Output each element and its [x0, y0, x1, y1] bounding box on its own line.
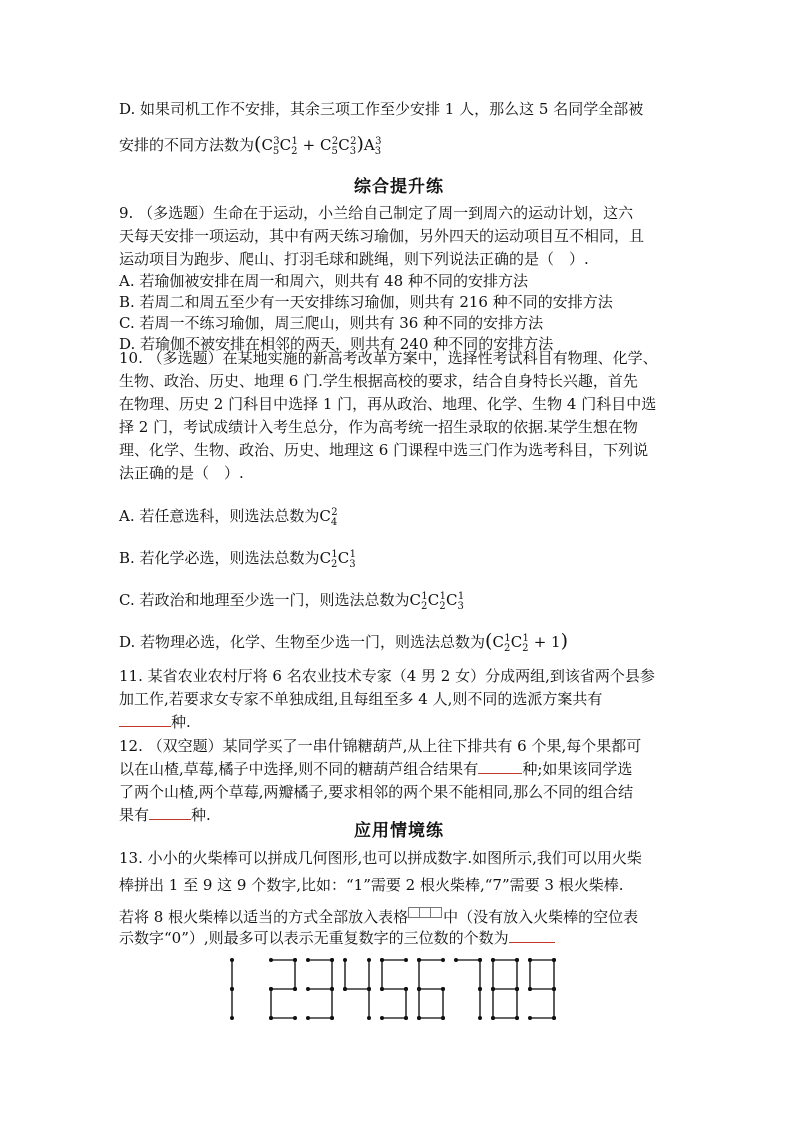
q10-stem-line5: 理、化学、生物、政治、历史、地理这 6 门课程中选三门作为选考科目，下列说 — [119, 441, 649, 459]
q9-option-a: A. 若瑜伽被安排在周一和周六，则共有 48 种不同的安排方法 — [119, 272, 528, 290]
matchstick-head — [515, 1016, 519, 1020]
matchstick-digit-1 — [230, 958, 234, 1020]
q12-line4-b: 种. — [191, 806, 211, 824]
matchstick-head — [380, 958, 384, 962]
matchstick-head — [417, 987, 421, 991]
matchstick-head — [230, 958, 234, 962]
matchstick-head — [528, 1016, 532, 1020]
q12-answer-blank-1[interactable] — [478, 759, 522, 774]
q10-stem-line2: 生物、政治、历史、地理 6 门.学生根据高校的要求，结合自身特长兴趣，首先 — [119, 372, 638, 390]
q10-option-b: B. 若化学必选，则选法总数为 — [119, 549, 320, 567]
matchstick-head — [515, 958, 519, 962]
section-heading-application: 应用情境练 — [354, 821, 444, 841]
matchstick-head — [417, 1016, 421, 1020]
q13-line1: 13. 小小的火柴棒可以拼成几何图形,也可以拼成数字.如图所示,我们可以用火柴 — [119, 849, 642, 867]
matchstick-head — [404, 958, 408, 962]
q8-option-d-line2: 安排的不同方法数为 — [119, 136, 255, 154]
matchstick-head — [269, 958, 273, 962]
q13-answer-blank[interactable] — [509, 928, 555, 943]
matchstick-head — [380, 1016, 384, 1020]
q12-line3: 了两个山楂,两个草莓,两瓣橘子,要求相邻的两个果不能相同,那么不同的组合结 — [119, 783, 634, 801]
matchstick-head — [343, 987, 347, 991]
q9-stem-line2: 天每天安排一项运动，其中有两天练习瑜伽，另外四天的运动项目互不相同，且 — [119, 227, 645, 245]
q10-option-b-row — [119, 543, 356, 576]
q12-line2-b: 种;如果该同学选 — [522, 760, 633, 778]
matchstick-head — [454, 958, 458, 962]
question-12 — [119, 735, 679, 827]
q12-line2 — [119, 758, 679, 781]
section-heading-comprehensive: 综合提升练 — [354, 177, 444, 197]
matchstick-head — [478, 958, 482, 962]
matchstick-head — [441, 1016, 445, 1020]
matchstick-head — [417, 958, 421, 962]
matchstick-head — [269, 1016, 273, 1020]
matchstick-head — [367, 958, 371, 962]
matchstick-head — [552, 987, 556, 991]
q13-line3-b: 中（没有放入火柴棒的空位表 — [443, 908, 639, 926]
question-10 — [119, 347, 679, 485]
q10-option-c: C. 若政治和地理至少选一门，则选法总数为 — [119, 591, 410, 609]
matchstick-head — [478, 987, 482, 991]
matchstick-head — [330, 1016, 334, 1020]
q10-stem-line1: 10. （多选题）在某地实施的新高考改革方案中，选择性考试科目有物理、化学、 — [119, 349, 658, 367]
matchstick-digit-5 — [380, 958, 408, 1020]
q8-formula: $(C_5^3C_2^1 + C_5^2C_3^2)A_3^3$ — [254, 133, 382, 157]
q13-line2: 棒拼出 1 至 9 这 9 个数字,比如：“1”需要 2 根火柴棒,“7”需要 3 根火柴棒. — [119, 876, 624, 894]
matchstick-digit-4 — [343, 958, 371, 1020]
q9-stem-line1: 9. （多选题）生命在于运动，小兰给自己制定了周一到周六的运动计划，这六 — [119, 204, 634, 222]
q10-option-c-row — [119, 585, 464, 618]
q11-line2: 加工作,若要求女专家不单独成组,且每组至多 4 人,则不同的选派方案共有 — [119, 690, 603, 708]
q12-line2-a: 以在山楂,草莓,橘子中选择,则不同的糖葫芦组合结果有 — [119, 760, 479, 778]
matchstick-head — [306, 958, 310, 962]
matchstick-head — [367, 987, 371, 991]
matchstick-head — [404, 987, 408, 991]
q11-line3 — [119, 711, 679, 734]
q12-line1: 12. （双空题）某同学买了一串什锦糖葫芦,从上往下排共有 6 个果,每个果都可 — [119, 737, 642, 755]
matchstick-head — [269, 987, 273, 991]
matchstick-head — [441, 958, 445, 962]
q13-line4 — [119, 927, 555, 950]
q10-stem-line3: 在物理、历史 2 门科目中选择 1 门，再从政治、地理、化学、生物 4 门科目中选 — [119, 395, 657, 413]
matchstick-digit-9 — [528, 958, 556, 1020]
q13-line3-a: 若将 8 根火柴棒以适当的方式全部放入表格 — [119, 908, 409, 926]
q13-line3 — [119, 902, 638, 929]
q9-stem-line3: 运动项目为跑步、爬山、打羽毛球和跳绳，则下列说法正确的是（ ）. — [119, 250, 589, 268]
matchstick-digit-6 — [417, 958, 445, 1020]
matchstick-head — [230, 987, 234, 991]
matchstick-head — [330, 987, 334, 991]
matchstick-head — [380, 987, 384, 991]
matchstick-head — [306, 1016, 310, 1020]
matchstick-head — [230, 1016, 234, 1020]
q11-answer-blank[interactable] — [119, 712, 171, 727]
question-13 — [119, 847, 679, 897]
q12-line4-a: 果有 — [119, 806, 150, 824]
matchstick-digit-7 — [454, 958, 482, 1020]
q10-option-d-row — [119, 627, 568, 660]
matchstick-digits-figure — [226, 954, 566, 1026]
matchstick-head — [306, 987, 310, 991]
q10-option-a: A. 若任意选科，则选法总数为 — [119, 507, 320, 525]
question-11 — [119, 665, 679, 734]
matchstick-digit-2 — [269, 958, 297, 1020]
matchstick-head — [528, 987, 532, 991]
q10-b-formula: $C_2^1C_3^1$ — [319, 549, 357, 570]
matchstick-head — [293, 987, 297, 991]
question-9 — [119, 202, 679, 355]
matchstick-head — [404, 1016, 408, 1020]
matchstick-head — [491, 958, 495, 962]
matchstick-head — [478, 1016, 482, 1020]
matchstick-head — [515, 987, 519, 991]
q10-option-a-row — [119, 501, 338, 534]
matchstick-digit-8 — [491, 958, 519, 1020]
q10-stem-line4: 择 2 门，考试成绩计入考生总分，作为高考统一招生录取的依据.某学生想在物 — [119, 418, 638, 436]
q11-line3-tail: 种. — [171, 713, 191, 731]
matchstick-head — [293, 958, 297, 962]
q13-line4-text: 示数字“0”）,则最多可以表示无重复数字的三位数的个数为 — [119, 929, 509, 947]
matchstick-head — [491, 1016, 495, 1020]
matchstick-head — [528, 958, 532, 962]
matchstick-head — [552, 958, 556, 962]
q9-option-d: D. 若瑜伽不被安排在相邻的两天，则共有 240 种不同的安排方法 — [119, 335, 554, 353]
q10-d-formula: $(C_2^1C_2^1 + 1)$ — [485, 630, 568, 654]
matchstick-digit-3 — [306, 958, 334, 1020]
q9-option-b: B. 若周二和周五至少有一天安排练习瑜伽，则共有 216 种不同的安排方法 — [119, 293, 613, 311]
matchstick-head — [441, 987, 445, 991]
q11-line1: 11. 某省农业农村厅将 6 名农业技术专家（4 男 2 女）分成两组,到该省两个县参 — [119, 667, 655, 685]
matchstick-head — [293, 1016, 297, 1020]
q10-c-formula: $C_2^1C_2^1C_3^1$ — [409, 591, 465, 612]
matchstick-head — [491, 987, 495, 991]
q10-stem-line6: 法正确的是（ ）. — [119, 464, 244, 482]
matchstick-head — [343, 958, 347, 962]
matchstick-head — [552, 1016, 556, 1020]
q10-a-formula: $C_4^2$ — [319, 507, 338, 528]
q10-option-d: D. 若物理必选，化学、生物至少选一门，则选法总数为 — [119, 633, 486, 651]
q8-option-d-line1: D. 如果司机工作不安排，其余三项工作至少安排 1 人，那么这 5 名同学全部被 — [119, 100, 644, 118]
q9-option-c: C. 若周一不练习瑜伽，周三爬山，则共有 36 种不同的安排方法 — [119, 314, 544, 332]
matchstick-head — [367, 1016, 371, 1020]
three-cell-table-icon — [409, 902, 442, 925]
matchstick-head — [330, 958, 334, 962]
